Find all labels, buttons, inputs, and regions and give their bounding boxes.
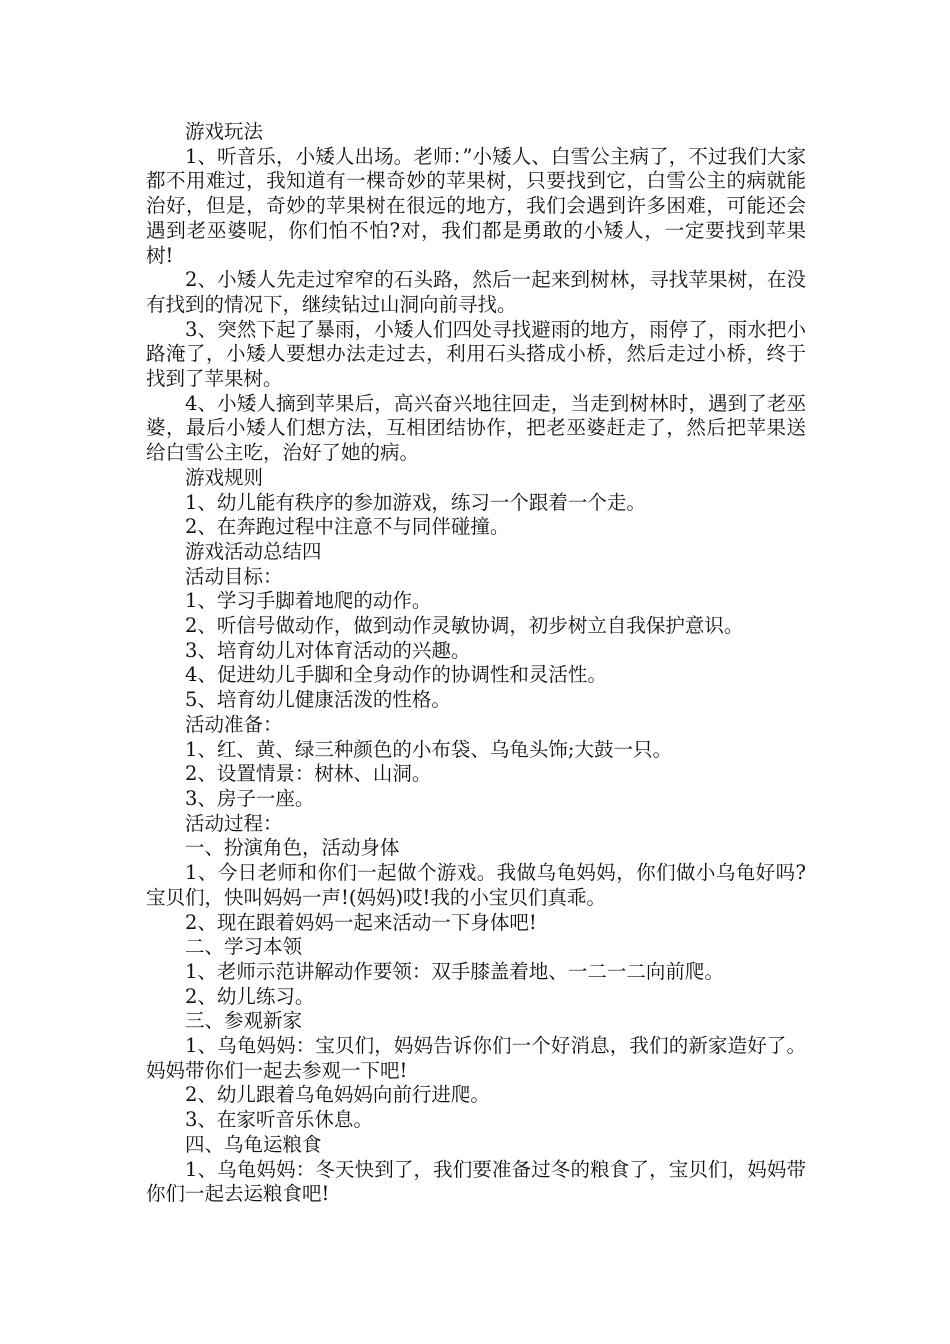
step-heading: 四、乌龟运粮食 — [185, 1132, 322, 1156]
paragraph: 1、听音乐，小矮人出场。老师：”小矮人、白雪公主病了，不过我们大家都不用难过，我知道有一棵奇妙的苹果树，只要找到它，白雪公主的病就能治好，但是，奇妙的苹果树在很远的地方，我们会遇到许多困难，可能还会遇到老巫婆呢，你们怕不怕?对，我们都是勇敢的小矮人，一定要找到苹果树! — [146, 144, 806, 267]
section-heading-summary: 游戏活动总结四 — [185, 539, 322, 563]
list-item: 1、学习手脚着地爬的动作。 — [185, 589, 432, 613]
document-body — [146, 120, 806, 1207]
list-item: 4、促进幼儿手脚和全身动作的协调性和灵活性。 — [185, 663, 607, 687]
paragraph: 1、今日老师和你们一起做个游戏。我做乌龟妈妈，你们做小乌龟好吗?宝贝们，快叫妈妈一声!(妈妈)哎!我的小宝贝们真乖。 — [146, 861, 806, 909]
paragraph: 3、突然下起了暴雨，小矮人们四处寻找避雨的地方，雨停了，雨水把小路淹了，小矮人要想办法走过去，利用石头搭成小桥，然后走过小桥，终于找到了苹果树。 — [146, 317, 806, 391]
paragraph: 2、在奔跑过程中注意不与同伴碰撞。 — [185, 515, 510, 539]
step-heading: 二、学习本领 — [185, 935, 303, 959]
list-item: 1、红、黄、绿三种颜色的小布袋、乌龟头饰;大鼓一只。 — [185, 737, 672, 761]
paragraph: 1、老师示范讲解动作要领：双手膝盖着地、一二一二向前爬。 — [185, 959, 724, 983]
subheading-goals: 活动目标： — [185, 564, 283, 588]
subheading-process: 活动过程： — [185, 811, 283, 835]
list-item: 2、设置情景：树林、山洞。 — [185, 762, 432, 786]
paragraph: 2、幼儿练习。 — [185, 984, 315, 1008]
paragraph: 2、幼儿跟着乌龟妈妈向前行进爬。 — [185, 1083, 490, 1107]
section-heading-play: 游戏玩法 — [185, 120, 264, 143]
section-heading-rules: 游戏规则 — [185, 465, 264, 489]
paragraph: 2、小矮人先走过窄窄的石头路，然后一起来到树林，寻找苹果树，在没有找到的情况下，继续钻过山洞向前寻找。 — [146, 268, 806, 316]
paragraph: 1、幼儿能有秩序的参加游戏，练习一个跟着一个走。 — [185, 490, 646, 514]
list-item: 5、培育幼儿健康活泼的性格。 — [185, 688, 451, 712]
step-heading: 一、扮演角色，活动身体 — [185, 836, 400, 860]
subheading-preparation: 活动准备： — [185, 712, 283, 736]
step-heading: 三、参观新家 — [185, 1009, 303, 1033]
paragraph: 1、乌龟妈妈：宝贝们，妈妈告诉你们一个好消息，我们的新家造好了。妈妈带你们一起去参观一下吧! — [146, 1034, 806, 1082]
list-item: 2、听信号做动作，做到动作灵敏协调，初步树立自我保护意识。 — [185, 614, 744, 638]
paragraph: 4、小矮人摘到苹果后，高兴奋兴地往回走，当走到树林时，遇到了老巫婆，最后小矮人们想方法，互相团结协作，把老巫婆赶走了，然后把苹果送给白雪公主吃，治好了她的病。 — [146, 391, 806, 465]
list-item: 3、培育幼儿对体育活动的兴趣。 — [185, 638, 471, 662]
paragraph: 3、在家听音乐休息。 — [185, 1108, 373, 1132]
paragraph: 1、乌龟妈妈：冬天快到了，我们要准备过冬的粮食了，宝贝们，妈妈带你们一起去运粮食吧! — [146, 1157, 806, 1206]
paragraph: 2、现在跟着妈妈一起来活动一下身体吧! — [185, 910, 537, 934]
list-item: 3、房子一座。 — [185, 786, 315, 810]
